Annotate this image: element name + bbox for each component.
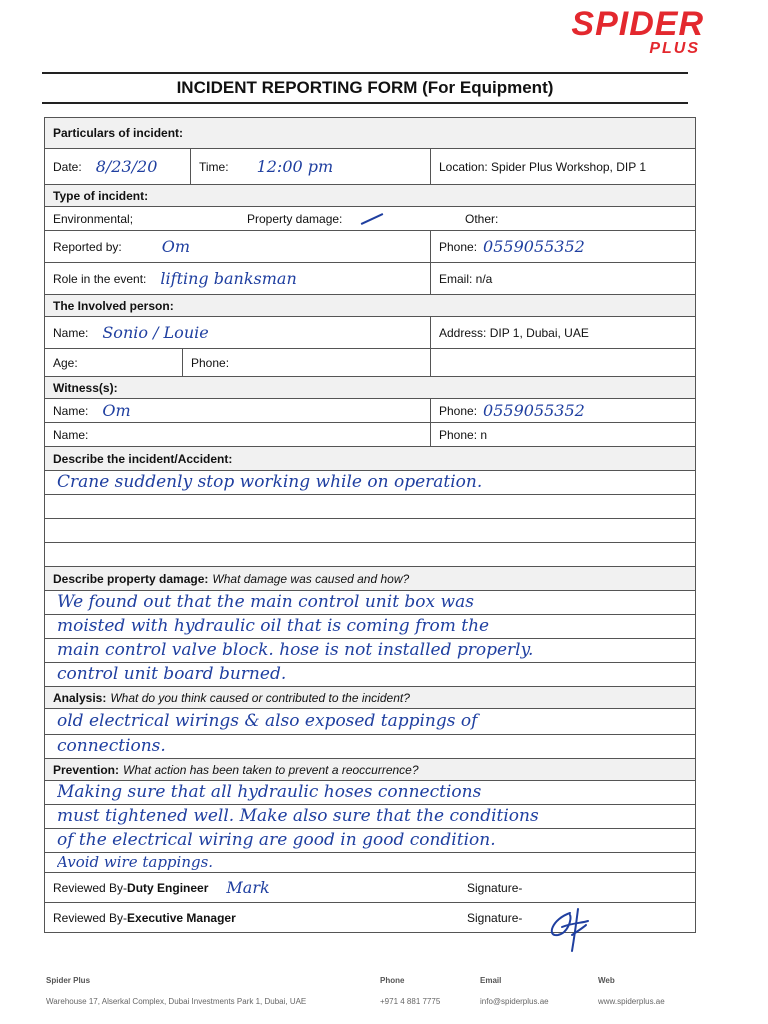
row-review-exec bbox=[44, 903, 696, 933]
date-label: Date: bbox=[53, 159, 82, 174]
witness-phone-label: Phone: bbox=[439, 403, 478, 418]
row-witness-2 bbox=[44, 423, 696, 447]
section-describe bbox=[44, 447, 696, 471]
analysis-question: What do you think caused or contributed to the incident? bbox=[110, 690, 410, 705]
footer-phone-label: Phone bbox=[380, 976, 405, 985]
review1-name[interactable]: Mark bbox=[226, 878, 270, 897]
involved-heading: The Involved person: bbox=[53, 298, 174, 313]
involved-name-label: Name: bbox=[53, 325, 89, 340]
reported-label: Reported by: bbox=[53, 239, 122, 254]
form-title: INCIDENT REPORTING FORM (For Equipment) bbox=[176, 78, 554, 97]
witness-heading: Witness(s): bbox=[53, 380, 118, 395]
row-witness-1 bbox=[44, 399, 696, 423]
involved-phone-label: Phone: bbox=[183, 349, 431, 376]
property-text[interactable]: control unit board burned. bbox=[57, 664, 287, 684]
review2-signature-label: Signature- bbox=[467, 910, 523, 925]
analysis-line bbox=[44, 709, 696, 735]
location-field: Location: Spider Plus Workshop, DIP 1 bbox=[439, 159, 646, 174]
review1-role: Duty Engineer bbox=[127, 880, 209, 895]
prevention-line bbox=[44, 853, 696, 873]
age-label: Age: bbox=[45, 349, 183, 376]
row-age bbox=[44, 349, 696, 377]
environmental-label: Environmental; bbox=[53, 211, 134, 226]
date-value[interactable]: 8/23/20 bbox=[95, 157, 158, 176]
witness-name-value[interactable]: Om bbox=[102, 401, 131, 420]
describe-text[interactable]: Crane suddenly stop working while on operation. bbox=[57, 472, 483, 492]
prevention-text[interactable]: Making sure that all hydraulic hoses connections bbox=[57, 782, 482, 802]
reported-phone-value[interactable]: 0559055352 bbox=[483, 237, 585, 256]
row-type bbox=[44, 207, 696, 231]
time-label: Time: bbox=[199, 159, 229, 174]
witness2-phone: Phone: n bbox=[439, 427, 488, 442]
property-damage-label: Property damage: bbox=[247, 211, 343, 226]
prevention-question: What action has been taken to prevent a reoccurrence? bbox=[123, 762, 419, 777]
property-heading: Describe property damage: bbox=[53, 571, 209, 586]
particulars-heading: Particulars of incident: bbox=[53, 126, 184, 140]
prevention-heading: Prevention: bbox=[53, 762, 120, 777]
row-reported bbox=[44, 231, 696, 263]
footer-email-label: Email bbox=[480, 976, 502, 985]
property-line bbox=[44, 639, 696, 663]
involved-name-value[interactable]: Sonio / Louie bbox=[102, 323, 209, 342]
property-text[interactable]: main control valve block. hose is not installed properly. bbox=[57, 640, 534, 660]
section-property bbox=[44, 567, 696, 591]
footer-email[interactable]: info@spiderplus.ae bbox=[480, 997, 549, 1006]
describe-line bbox=[44, 471, 696, 495]
role-label: Role in the event: bbox=[53, 271, 147, 286]
prevention-line bbox=[44, 805, 696, 829]
address-field: Address: DIP 1, Dubai, UAE bbox=[439, 325, 589, 340]
prevention-line bbox=[44, 829, 696, 853]
property-question: What damage was caused and how? bbox=[212, 571, 410, 586]
property-text[interactable]: moisted with hydraulic oil that is coming from the bbox=[57, 616, 490, 636]
time-value[interactable]: 12:00 pm bbox=[256, 157, 334, 176]
title-rule-bottom bbox=[42, 102, 688, 104]
analysis-heading: Analysis: bbox=[53, 690, 107, 705]
prevention-text[interactable]: Avoid wire tappings. bbox=[57, 853, 214, 871]
logo-text-top: SPIDER bbox=[571, 5, 704, 43]
property-line bbox=[44, 591, 696, 615]
review1-signature-label: Signature- bbox=[467, 880, 523, 895]
type-heading: Type of incident: bbox=[53, 188, 149, 203]
footer-web-label: Web bbox=[598, 976, 615, 985]
other-label: Other: bbox=[465, 211, 499, 226]
analysis-line bbox=[44, 735, 696, 759]
witness-phone-value[interactable]: 0559055352 bbox=[483, 401, 585, 420]
checkmark-icon bbox=[361, 213, 384, 225]
signature-image bbox=[542, 905, 592, 955]
section-prevention bbox=[44, 759, 696, 781]
prevention-text[interactable]: of the electrical wiring are good in good condition. bbox=[57, 830, 496, 850]
review2-label: Reviewed By- bbox=[53, 910, 128, 925]
describe-line bbox=[44, 519, 696, 543]
section-particulars bbox=[44, 117, 696, 149]
company-logo bbox=[492, 6, 704, 62]
email-field: Email: n/a bbox=[439, 271, 493, 286]
analysis-text[interactable]: connections. bbox=[57, 736, 166, 756]
section-involved bbox=[44, 295, 696, 317]
section-analysis bbox=[44, 687, 696, 709]
describe-line bbox=[44, 543, 696, 567]
review1-label: Reviewed By- bbox=[53, 880, 128, 895]
footer-web[interactable]: www.spiderplus.ae bbox=[598, 997, 665, 1006]
row-role bbox=[44, 263, 696, 295]
reported-phone-label: Phone: bbox=[439, 239, 478, 254]
analysis-text[interactable]: old electrical wirings & also exposed tappings of bbox=[57, 711, 478, 731]
property-text[interactable]: We found out that the main control unit box was bbox=[57, 592, 474, 612]
footer-address: Warehouse 17, Alserkal Complex, Dubai Investments Park 1, Dubai, UAE bbox=[46, 997, 307, 1006]
row-involved-name bbox=[44, 317, 696, 349]
section-witness bbox=[44, 377, 696, 399]
prevention-text[interactable]: must tightened well. Make also sure that the conditions bbox=[57, 806, 539, 826]
witness-name-label: Name: bbox=[53, 403, 89, 418]
prevention-line bbox=[44, 781, 696, 805]
footer-phone[interactable]: +971 4 881 7775 bbox=[380, 997, 441, 1006]
logo-text-bottom: PLUS bbox=[649, 40, 700, 57]
title-rule-top bbox=[42, 72, 688, 74]
row-date-time bbox=[44, 149, 696, 185]
review2-role: Executive Manager bbox=[127, 910, 236, 925]
describe-line bbox=[44, 495, 696, 519]
age-extra-cell bbox=[431, 349, 697, 376]
incident-form bbox=[44, 117, 696, 933]
role-value[interactable]: lifting banksman bbox=[160, 269, 297, 288]
reported-value[interactable]: Om bbox=[161, 237, 191, 256]
property-line bbox=[44, 615, 696, 639]
property-line bbox=[44, 663, 696, 687]
footer-company: Spider Plus bbox=[46, 976, 91, 985]
witness2-name-label: Name: bbox=[45, 423, 431, 446]
row-review-duty bbox=[44, 873, 696, 903]
describe-heading: Describe the incident/Accident: bbox=[53, 451, 233, 466]
section-type bbox=[44, 185, 696, 207]
